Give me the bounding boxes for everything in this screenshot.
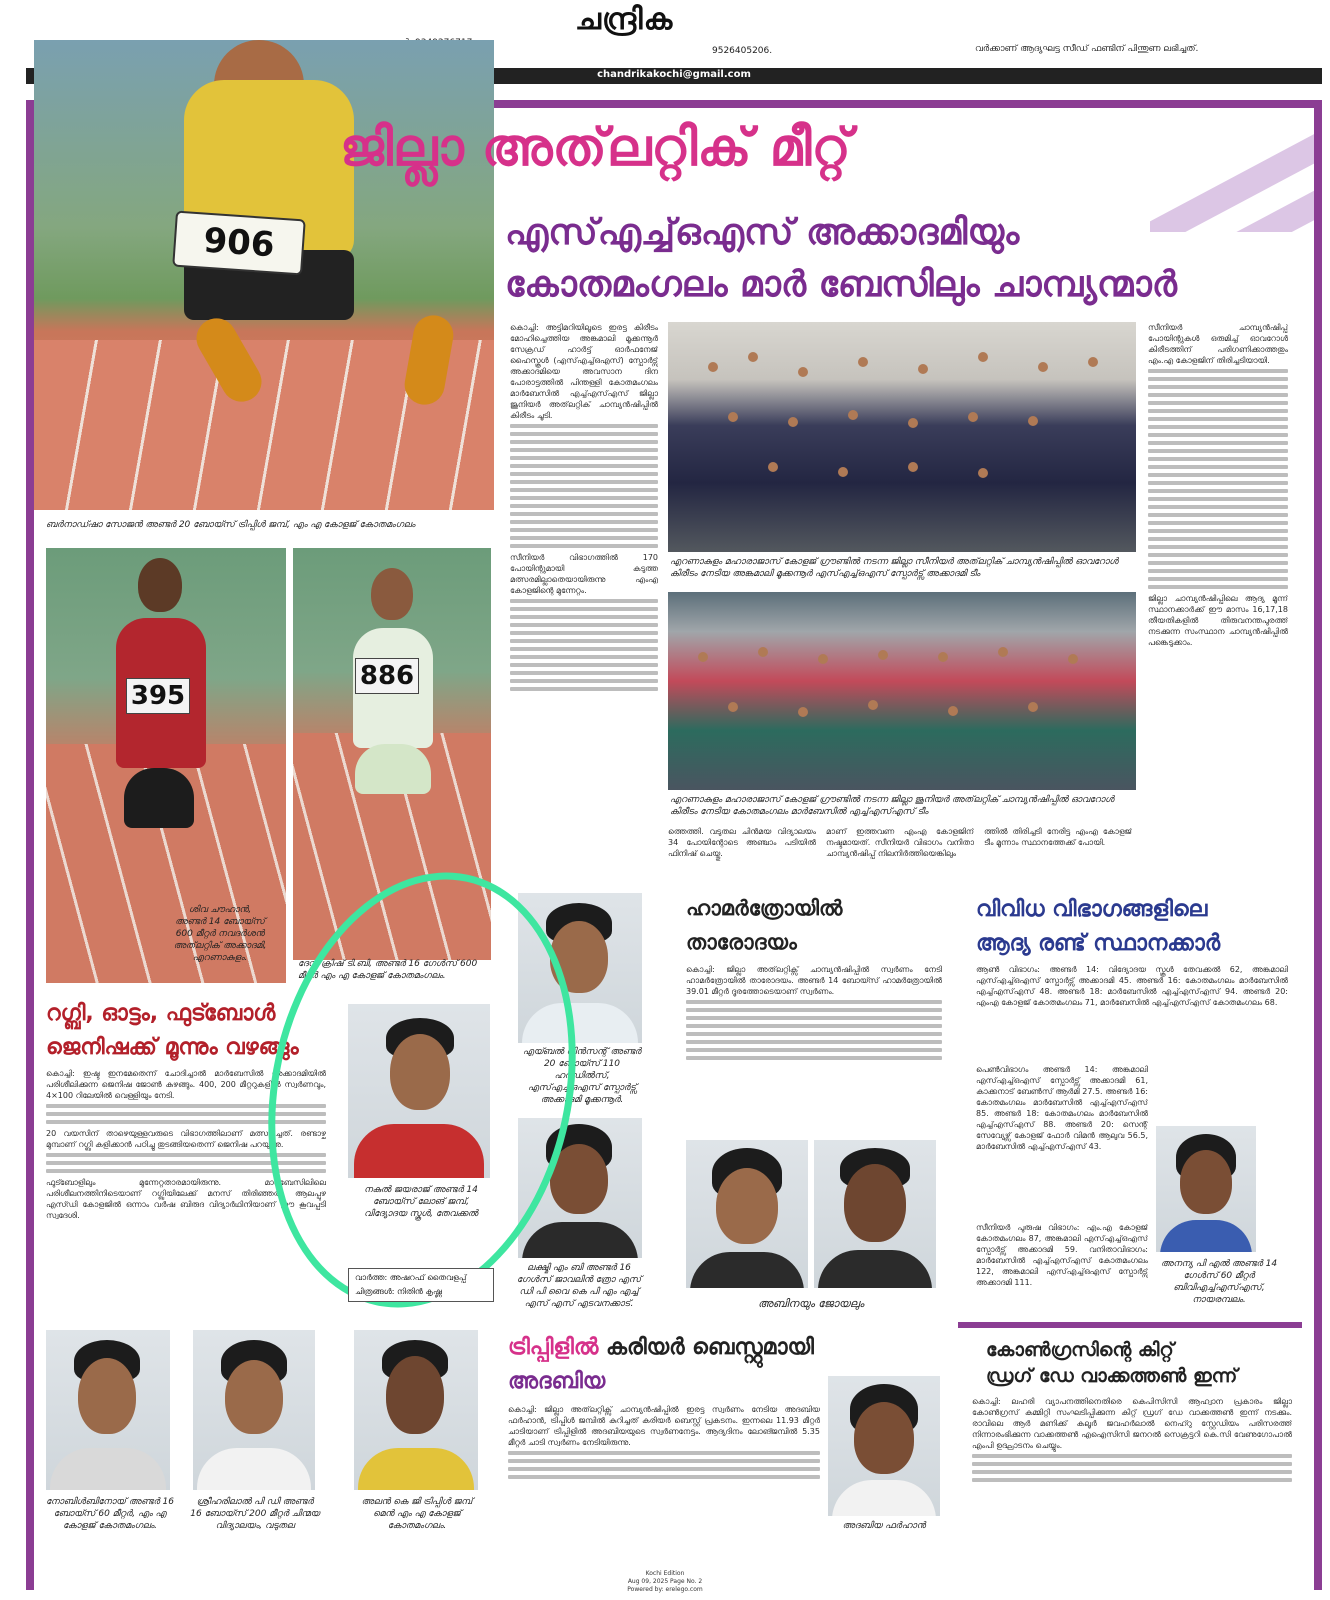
winners-senior: സീനിയർ പുരുഷ വിഭാഗം: എം.എ കോളജ് കോതമംഗലം 87, അങ്കമാലി എസ്എച്ച്ഒഎസ് സ്പോർട്സ് അക്കാദമി 59. വനിതാവിഭാഗം: മാർബേസിൽ എച്ച്എസ്എസ് കോതമംഗലം 122, അങ്കമാലി എസ്എച്ച്ഒഎസ് സ്പോർട്സ് അക്കാദമി 111. — [976, 1223, 1148, 1287]
runner2-bib: 886 — [355, 658, 419, 694]
athlete-portrait-noble — [46, 1330, 170, 1490]
athlete-caption-nakul: നകുൽ ജയരാജ് അണ്ടർ 14 ബോയ്സ് ലോങ് ജമ്പ്, വിദ്യോദയ സ്കൂൾ, തേവക്കൽ — [364, 1185, 478, 1219]
masthead-snippet-right: വർക്കാണ് ആദ്യഘട്ട സീഡ് ഫണ്ടിന് പിന്തുണ ലഭിച്ചത്. — [975, 44, 1199, 54]
hero-photo-long-jumper — [34, 40, 494, 510]
headline-line-2: കോതമംഗലം മാർ ബേസിലും ചാമ്പ്യന്മാർ — [505, 264, 1177, 305]
adabiya-caption: അദബിയ ഫർഹാൻ — [842, 1521, 926, 1531]
rugby-heading-2: ജെനിഷക്ക് മൂന്നും വഴങ്ങും — [46, 1035, 299, 1060]
winners-boys: ആൺ വിഭാഗം: അണ്ടർ 14: വിദ്യോദയ സ്കൂൾ തേവക്കൽ 62, അങ്കമാലി എസ്എച്ച്ഒഎസ് സ്പോർട്സ് അക്കാദമി 45. അണ്ടർ 16: കോതമംഗലം മാർബേസിൽ എച്ച്എസ്എസ് 48. അണ്ടർ 18: മാർബേസിൽ എച്ച്എസ്എസ് 94. അണ്ടർ 20: എംഎ കോളജ് കോതമംഗലം 71, മാർബേസിൽ എച്ച്എസ്എസ് കോതമംഗലം 68. — [976, 965, 1288, 1007]
rugby-heading-1: റഗ്ബി, ഓട്ടം, ഫുട്ബോൾ — [46, 1001, 276, 1026]
athlete-portrait-alan — [354, 1330, 478, 1490]
athlete-portrait-joel — [814, 1140, 936, 1288]
story-credits — [348, 1268, 494, 1302]
winners-girls: പെൺവിഭാഗം അണ്ടർ 14: അങ്കമാലി എസ്എച്ച്ഒഎസ് സ്പോർട്സ് അക്കാദമി 61, കാക്കനാട് ബേൺസ് ആർമി 27.5. അണ്ടർ 16: കോതമംഗലം മാർബേസിൽ എച്ച്എസ്എസ് 85. അണ്ടർ 18: കോതമംഗലം മാർബേസിൽ എച്ച്എസ്എസ് 88. അണ്ടർ 20: സെന്റ് സേവ്യേഴ്സ് കോളജ് ഫോർ വിമൻ ആലുവ 56.5, മാർബേസിൽ എച്ച്എസ്എസ് 43. — [976, 1065, 1148, 1151]
credit-photos: ചിത്രങ്ങൾ: നിതിൻ കൃഷ്ണ — [355, 1287, 442, 1296]
footer-powered[interactable]: Powered by: erelego.com — [627, 1586, 703, 1593]
athlete-portrait-abina — [686, 1140, 808, 1288]
footer-date: Aug 09, 2025 Page No. 2 — [627, 1578, 703, 1585]
runner2-caption: ദേവി ക്രിഷ് ടി.ബി, അണ്ടർ 16 ഗേൾസ് 600 മീറ്റർ എം എ കോളജ് കോതമംഗലം. — [298, 959, 478, 981]
athlete-portrait-adabiya — [828, 1376, 940, 1516]
athlete-caption-aybel: എയ്ബൽ വിൻസന്റ് അണ്ടർ 20 ബോയ്സ് 110 ഹർഡിൽസ്, എസ്എച്ച്ഒഎസ് സ്പോർട്സ് അക്കാദമി മൂക്കന്നൂർ. — [522, 1047, 642, 1105]
hammer-photo-caption: അബിനയും ജോയലും — [757, 1297, 865, 1310]
runner1-bib: 395 — [126, 678, 190, 714]
hero-bib-number: 906 — [172, 211, 306, 276]
winners-heading-2: ആദ്യ രണ്ട് സ്ഥാനക്കാർ — [976, 931, 1221, 956]
credit-report: വാർത്ത: അഷറഫ് തൈവളപ്പ് — [355, 1273, 467, 1282]
runner1-caption: ശിവ ചൗഹാൻ, അണ്ടർ 14 ബോയ്സ് 600 മീറ്റർ നവദർശൻ അത്‌ലറ്റിക് അക്കാദമി, എറണാകുളം. — [173, 905, 267, 963]
athlete-portrait-ananya — [1156, 1126, 1256, 1252]
hero-caption: ബർനാഡ്ഷാ സോജൻ അണ്ടർ 20 ബോയ്സ് ട്രിപ്പിൾ ജമ്പ്, എം എ കോളജ് കോതമംഗലം — [46, 520, 416, 530]
right-col-intro: സീനിയർ ചാമ്പ്യൻഷിപ്പ് പോയിന്റുകൾ ഒരുമിച്ച് ഓവറോൾ കിരീടത്തിന് പരിഗണിക്കാത്തതും എം.എ കോളജിന് തിരിച്ചടിയായി. — [1148, 323, 1288, 365]
athlete-caption-lakshmi: ലക്ഷ്മി എം ബി അണ്ടർ 16 ഗേൾസ് ജാവലിൻ ത്രോ എസ് ഡി പി വൈ കെ പി എം എച്ച് എസ് എസ് എടവനക്കാട്. — [516, 1263, 642, 1309]
athlete-caption-sreeharilal: ശ്രീഹരിലാൽ പി ഡി അണ്ടർ 16 ബോയ്സ് 200 മീറ്റർ ചിന്മയ വിദ്യാലയം, വടുതല — [190, 1497, 320, 1531]
section-divider — [958, 1322, 1302, 1328]
congress-heading-2: ഡ്രഗ് ഡേ വാക്കത്തൺ ഇന്ന് — [986, 1365, 1238, 1387]
right-col-tail: ജില്ലാ ചാമ്പ്യൻഷിപ്പിലെ ആദ്യ മൂന്ന് സ്ഥാനക്കാർക്ക് ഈ മാസം 16,17,18 തീയതികളിൽ തിരുവനന്തപുരത്ത് നടക്കുന്ന സംസ്ഥാന ചാമ്പ്യൻഷിപ്പിൽ പങ്കെടുക്കാം. — [1148, 594, 1288, 647]
hammer-heading-2: താരോദയം — [686, 930, 797, 954]
triple-story-body: കൊച്ചി: ജില്ലാ അത്‌ലറ്റിക്സ് ചാമ്പ്യൻഷിപ്പിൽ ഇരട്ട സ്വർണം നേടിയ അദബിയ ഫർഹാൻ, ട്രിപ്പിൾ ജമ്പിൽ കുറിച്ചത് കരിയർ ബെസ്റ്റ് പ്രകടനം. ഇന്നലെ 11.93 മീറ്റർ ചാടിയാണ് ട്രിപ്പിളിൽ അദബിയയുടെ സ്വർണനേട്ടം. ആദ്യദിനം ലോങ്ജമ്പിൽ 5.35 മീറ്റർ ചാടി സ്വർണം നേടിയിരുന്നു. — [508, 1404, 820, 1532]
hammer-heading-1: ഹാമർത്രോയിൽ — [686, 896, 843, 920]
lead-story-column-4: ത്തിൽ തിരിച്ചടി നേരിട്ട എംഎ കോളജ് ടീം മൂന്നാം സ്ഥാനത്തേക്ക് പോയി. — [984, 827, 1132, 847]
ananya-caption: അനന്യ പി എൽ അണ്ടർ 14 ഗേൾസ് 60 മീറ്റർ ബിവിഎച്ച്എസ്എസ്, നായരമ്പലം. — [1160, 1259, 1278, 1305]
hammer-story-body: കൊച്ചി: ജില്ലാ അത്‌ലറ്റിക്സ് ചാമ്പ്യൻഷിപ്പിൽ സ്വർണം നേടി ഹാമർത്രോയിൽ താരോദയം. അണ്ടർ 14 ബോയ്സ് ഹാമർത്രോയിൽ 39.01 മീറ്റർ ദൂരത്തോടെയാണ് സ്വർണം. — [686, 964, 942, 1128]
contact-email[interactable]: chandrikakochi@gmail.com — [597, 69, 751, 80]
page-title: ജില്ലാ അത്‌ലറ്റിക് മീറ്റ് — [340, 118, 851, 178]
lead-story-intro: കൊച്ചി: അട്ടിമറിയിലൂടെ ഇരട്ട കിരീടം മോഹിച്ചെത്തിയ അങ്കമാലി മൂക്കന്നൂർ സേക്രഡ് ഹാർട്ട് ഓർഫനേജ് ഹൈസ്കൂൾ (എസ്എച്ച്ഒഎസ്) സ്പോർട്സ് അക്കാദമിയെ അവസാന ദിന പോരാട്ടത്തിൽ പിന്തള്ളി കോതമംഗലം മാർബേസിൽ എച്ച്എസ്എസ് ജില്ലാ ജൂനിയർ അത്‌ലറ്റിക് ചാമ്പ്യൻഷിപ്പിൽ കിരീടം ചൂടി. — [510, 323, 658, 420]
page-footer — [560, 1570, 770, 1594]
triple-heading-1: ട്രിപ്പിളിൽ കരിയർ ബെസ്റ്റുമായി — [508, 1335, 814, 1360]
masthead — [0, 0, 1330, 56]
athlete-caption-noble: നോബിൾബിനോയ് അണ്ടർ 16 ബോയ്സ് 60 മീറ്റർ, എം എ കോളജ് കോതമംഗലം. — [46, 1497, 174, 1531]
lead-story-right-column — [1148, 322, 1288, 878]
athlete-portrait-sreeharilal — [193, 1330, 315, 1490]
lead-story-subpara: സീനിയർ വിഭാഗത്തിൽ 170 പോയിന്റുമായി കടുത്ത മത്സരമില്ലാതെയായിരുന്നു എംഎ കോളജിന്റെ മുന്നേറ്റം. — [510, 553, 658, 595]
athlete-caption-alan: അലൻ കെ ജി ട്രിപ്പിൾ ജമ്പ് മെൻ എം എ കോളജ് കോതമംഗലം. — [361, 1497, 473, 1531]
lead-story-column-3: മാണ് ഇത്തവണ എംഎ കോളജിന് നഷ്ടമായത്. സീനിയർ വിഭാഗം വനിതാ ചാമ്പ്യൻഷിപ്പ് നിലനിർത്തിയെങ്കിലും — [826, 827, 974, 858]
footer-edition: Kochi Edition — [645, 1570, 685, 1577]
team-photo-1-caption: എറണാകുളം മഹാരാജാസ് കോളജ് ഗ്രൗണ്ടിൽ നടന്ന ജില്ലാ സീനിയർ അത്‌ലറ്റിക് ചാമ്പ്യൻഷിപ്പിൽ ഓവറോൾ കിരീടം നേടിയ അങ്കമാലി മൂക്കന്നൂർ എസ്എച്ച്ഒഎസ് സ്പോർട്സ് അക്കാദമി ടീം — [670, 557, 1119, 579]
team-photo-shos — [668, 322, 1136, 552]
congress-story-body: കൊച്ചി: ലഹരി വ്യാപനത്തിനെതിരെ കെപിസിസി ആഹ്വാന പ്രകാരം ജില്ലാ കോൺഗ്രസ് കമ്മിറ്റി സംഘടിപ്പിക്കുന്ന കിറ്റ് ഡ്രഗ് ഡേ വാക്കത്തൺ ഇന്ന് നടക്കും. രാവിലെ ആർ മണിക്ക് കലൂർ ജവഹർലാൽ നെഹ്റു സ്റ്റേഡിയം പരിസരത്ത് നിന്നാരംഭിക്കുന്ന വാക്കത്തൺ എഐസിസി ജനറൽ സെക്രട്ടറി കെ.സി വേണുഗോപാൽ എംപി ഉദ്ഘാടനം ചെയ്യും. — [972, 1396, 1292, 1536]
rugby-story-body: കൊച്ചി: ഇഷ്ട ഇനമേതെന്ന് ചോദിച്ചാൽ മാർബേസിൽ അക്കാദമിയിൽ പരിശീലിക്കുന്ന ജെനിഷ ജോൺ കുഴങ്ങും. 400, 200 മീറ്ററുകളിൽ സ്വർണവും, 4×100 റിലേയിൽ വെള്ളിയും നേടി. 20 വയസിന് താഴെയുള്ളവരുടെ വിഭാഗത്തിലാണ് മത്സരിച്ചത്. രണ്ടാഴ്ച മുമ്പാണ് റഗ്ബി കളിക്കാൻ പഠിച്ചു തുടങ്ങിയതെന്ന് ജെനിഷ പറയുന്നു. ഫുട്ബോളിലും മുന്നേറ്റതാരമായിരുന്നു. മാർബേസിലിലെ പരിശീലനത്തിനിടെയാണ് റഗ്ബിയിലേക്ക് മനസ് തിരിഞ്ഞത്. ആലപ്പുഴ എസ്ഡി കോളജിൽ ഒന്നാം വർഷ ബിരുദ വിദ്യാർഥിനിയാണ് ഈ കൂവപ്പടി സ്വദേശി. — [46, 1069, 326, 1220]
congress-heading-1: കോൺഗ്രസിന്റെ കിറ്റ് — [986, 1339, 1174, 1361]
newspaper-logo: ചന്ദ്രിക — [575, 2, 674, 37]
lead-story-column-2: ത്തെത്തി. വടുതല ചിൻമയ വിദ്യാലയം 34 പോയിന്റോടെ അഞ്ചാം പടിയിൽ ഫിനിഷ് ചെയ്തു. — [668, 827, 816, 858]
winners-heading-1: വിവിധ വിഭാഗങ്ങളിലെ — [976, 897, 1208, 922]
masthead-snippet-mid: 9526405206. — [712, 46, 773, 56]
triple-heading-2: അദബിയ — [508, 1369, 606, 1394]
team-photo-2-caption: എറണാകുളം മഹാരാജാസ് കോളജ് ഗ്രൗണ്ടിൽ നടന്ന ജില്ലാ ജൂനിയർ അത്‌ലറ്റിക് ചാമ്പ്യൻഷിപ്പിൽ ഓവറോൾ കിരീടം നേടിയ കോതമംഗലം മാർബേസിൽ എച്ച്എസ്എസ് ടീം — [670, 795, 1114, 817]
team-photo-marbasil — [668, 592, 1136, 790]
lead-story-column-1 — [510, 322, 658, 880]
headline-line-1: എസ്എച്ച്ഒഎസ് അക്കാദമിയും — [505, 212, 1020, 253]
